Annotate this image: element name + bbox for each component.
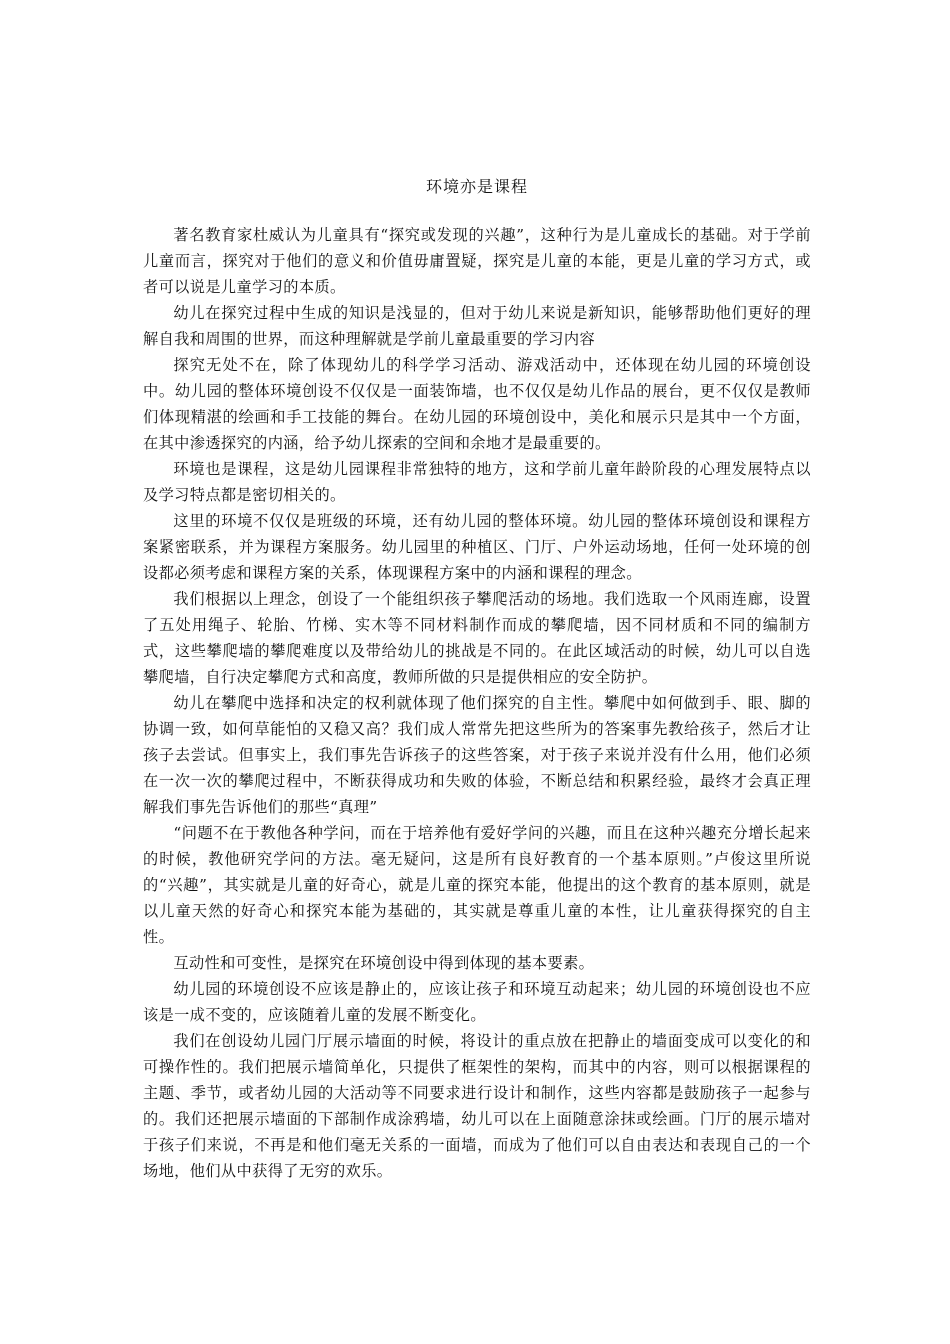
paragraph: 我们在创设幼儿园门厅展示墙面的时候，将设计的重点放在把静止的墙面变成可以变化的和可操作性的。我们把展示墙简单化，只提供了框架性的架构，而其中的内容，则可以根据课程的主题、季节，或者幼儿园的大活动等不同要求进行设计和制作，这些内容都是鼓励孩子一起参与的。我们还把展示墙面的下部制作成涂鸦墙，幼儿可以在上面随意涂抹或绘画。门厅的展示墙对于孩子们来说，不再是和他们毫无关系的一面墙，而成为了他们可以自由表达和表现自己的一个场地，他们从中获得了无穷的欢乐。 — [143, 1032, 811, 1180]
paragraph: 环境也是课程，这是幼儿园课程非常独特的地方，这和学前儿童年龄阶段的心理发展特点以及学习特点都是密切相关的。 — [143, 460, 811, 504]
paragraph: 著名教育家杜威认为儿童具有“探究或发现的兴趣”，这种行为是儿童成长的基础。对于学前儿童而言，探究对于他们的意义和价值毋庸置疑，探究是儿童的本能，更是儿童的学习方式，或者可以说是儿童学习的本质。 — [143, 226, 811, 296]
paragraph: 我们根据以上理念，创设了一个能组织孩子攀爬活动的场地。我们选取一个风雨连廊，设置了五处用绳子、轮胎、竹梯、实木等不同材料制作而成的攀爬墙，因不同材质和不同的编制方式，这些攀爬墙的攀爬难度以及带给幼儿的挑战是不同的。在此区域活动的时候，幼儿可以自选攀爬墙，自行决定攀爬方式和高度，教师所做的只是提供相应的安全防护。 — [143, 590, 811, 686]
document-page — [143, 0, 811, 1344]
paragraph: 幼儿园的环境创设不应该是静止的，应该让孩子和环境互动起来；幼儿园的环境创设也不应该是一成不变的，应该随着儿童的发展不断变化。 — [143, 980, 811, 1024]
paragraph: 互动性和可变性，是探究在环境创设中得到体现的基本要素。 — [173, 954, 595, 972]
paragraph: “问题不在于教他各种学问，而在于培养他有爱好学问的兴趣，而且在这种兴趣充分增长起来的时候，教他研究学问的方法。毫无疑问，这是所有良好教育的一个基本原则。”卢俊这里所说的“兴趣”，其实就是儿童的好奇心，就是儿童的探究本能，他提出的这个教育的基本原则，就是以儿童天然的好奇心和探究本能为基础的，其实就是尊重儿童的本性，让儿童获得探究的自主性。 — [143, 824, 811, 946]
paragraph: 幼儿在探究过程中生成的知识是浅显的，但对于幼儿来说是新知识，能够帮助他们更好的理解自我和周围的世界，而这种理解就是学前儿童最重要的学习内容 — [143, 304, 811, 348]
paragraph: 探究无处不在，除了体现幼儿的科学学习活动、游戏活动中，还体现在幼儿园的环境创设中。幼儿园的整体环境创设不仅仅是一面装饰墙，也不仅仅是幼儿作品的展台，更不仅仅是教师们体现精湛的绘画和手工技能的舞台。在幼儿园的环境创设中，美化和展示只是其中一个方面，在其中渗透探究的内涵，给予幼儿探索的空间和余地才是最重要的。 — [143, 356, 811, 452]
paragraph: 幼儿在攀爬中选择和决定的权利就体现了他们探究的自主性。攀爬中如何做到手、眼、脚的协调一致，如何草能怕的又稳又高？我们成人常常先把这些所为的答案事先教给孩子，然后才让孩子去尝试。但事实上，我们事先告诉孩子的这些答案，对于孩子来说并没有什么用，他们必须在一次一次的攀爬过程中，不断获得成功和失败的体验，不断总结和积累经验，最终才会真正理解我们事先告诉他们的那些“真理” — [143, 694, 811, 816]
document-body — [143, 222, 811, 1184]
paragraph: 这里的环境不仅仅是班级的环境，还有幼儿园的整体环境。幼儿园的整体环境创设和课程方案紧密联系，并为课程方案服务。幼儿园里的种植区、门厅、户外运动场地，任何一处环境的创设都必须考虑和课程方案的关系，体现课程方案中的内涵和课程的理念。 — [143, 512, 811, 582]
document-title: 环境亦是课程 — [425, 177, 528, 196]
